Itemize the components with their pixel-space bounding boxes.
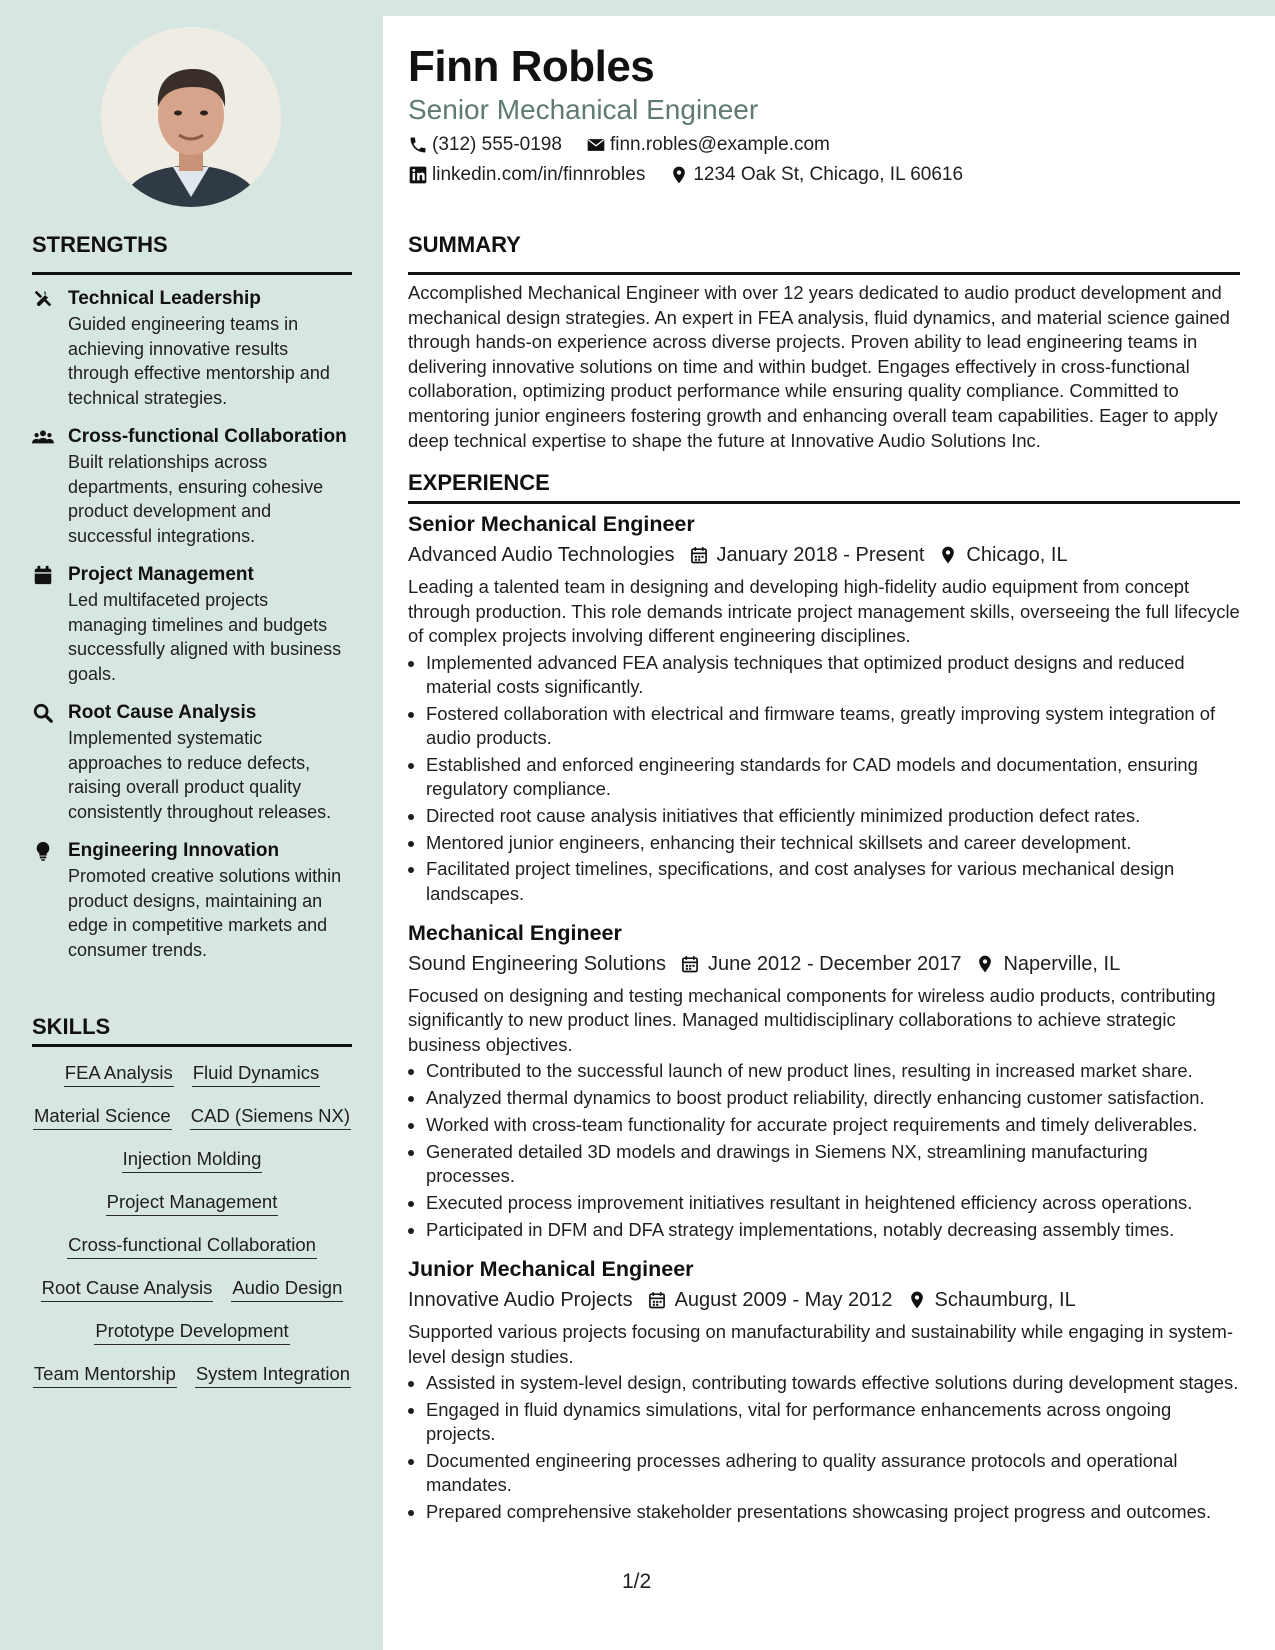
linkedin-contact[interactable] — [408, 164, 645, 186]
skill-tag: Material Science — [33, 1103, 172, 1130]
job-bullets — [408, 1059, 1240, 1242]
strength-title: Technical Leadership — [68, 288, 261, 309]
search-icon — [32, 700, 54, 824]
job-bullet: • Directed root cause analysis initiatives that efficiently minimized production defect rates. — [426, 804, 1240, 828]
contact-row-1 — [408, 134, 830, 156]
experience-list — [408, 509, 1240, 1536]
summary-text: Accomplished Mechanical Engineer with over 12 years dedicated to audio product development and mechanical design strategies. An expert in FEA analysis, fluid dynamics, and material science gained through hands-on experience across diverse projects. Proven ability to lead engineering teams in delivering innovative solutions on time and within budget. Engages effectively in cross-functional collaboration, optimizing product performance while ensuring quality compliance. Committed to mentoring junior engineers fostering growth and enhancing overall team capabilities. Eager to apply deep technical expertise to shape the future at Innovative Audio Solutions Inc. — [408, 282, 1230, 451]
job-entry — [408, 918, 1240, 1242]
person-name: Finn Robles — [408, 42, 655, 91]
contact-row-2 — [408, 164, 963, 186]
job-company: Advanced Audio Technologies — [408, 544, 675, 566]
skills-rule — [32, 1044, 352, 1047]
strength-title: Root Cause Analysis — [68, 702, 257, 723]
address-text: 1234 Oak St, Chicago, IL 60616 — [693, 164, 964, 185]
lightbulb-icon — [32, 838, 54, 962]
calendar-icon — [689, 545, 709, 565]
job-bullets — [408, 651, 1240, 906]
job-title: Junior Mechanical Engineer — [408, 1257, 694, 1282]
job-bullet: • Fostered collaboration with electrical and firmware teams, greatly improving system integration of audio products. — [426, 702, 1240, 751]
email-contact[interactable] — [586, 134, 830, 156]
job-bullet: • Executed process improvement initiatives resultant in heightened efficiency across operations. — [426, 1191, 1240, 1215]
skill-tag: Fluid Dynamics — [192, 1060, 320, 1087]
job-company: Innovative Audio Projects — [408, 1289, 633, 1312]
calendar-icon — [680, 954, 700, 974]
job-bullet: • Analyzed thermal dynamics to boost product reliability, directly enhancing customer satisfaction. — [426, 1086, 1240, 1110]
strength-desc: Built relationships across departments, ensuring cohesive product development and successful integrations. — [68, 452, 324, 546]
strength-item — [32, 838, 352, 962]
users-icon — [32, 424, 54, 548]
job-bullet: • Prepared comprehensive stakeholder presentations showcasing project progress and outcomes. — [426, 1500, 1240, 1524]
skill-tag: Audio Design — [231, 1275, 343, 1302]
skill-tag: Prototype Development — [94, 1318, 289, 1345]
strengths-rule — [32, 272, 352, 275]
email-text[interactable]: finn.robles@example.com — [609, 134, 830, 155]
job-location: Naperville, IL — [1003, 952, 1121, 975]
calendar-icon — [647, 1290, 667, 1310]
job-company: Sound Engineering Solutions — [408, 952, 666, 975]
skill-tag: Team Mentorship — [33, 1361, 177, 1388]
phone-icon — [408, 135, 428, 155]
person-role: Senior Mechanical Engineer — [408, 94, 759, 125]
strength-item — [32, 286, 352, 410]
linkedin-icon — [408, 165, 428, 185]
job-meta — [408, 1284, 1240, 1316]
strength-item — [32, 424, 352, 548]
job-entry — [408, 1254, 1240, 1524]
job-bullet: • Engaged in fluid dynamics simulations, vital for performance enhancements across ongoing projects. — [426, 1398, 1240, 1447]
job-title: Senior Mechanical Engineer — [408, 512, 695, 536]
strength-title: Project Management — [68, 564, 254, 585]
strength-item — [32, 700, 352, 824]
strength-title: Cross-functional Collaboration — [68, 426, 347, 447]
job-bullet: • Contributed to the successful launch of new product lines, resulting in increased market share. — [426, 1059, 1240, 1083]
skills-heading: SKILLS — [32, 1014, 111, 1039]
strength-desc: Guided engineering teams in achieving innovative results through effective mentorship and technical strategies. — [68, 314, 330, 408]
skills-list — [32, 1060, 352, 1388]
page-number: 1/2 — [622, 1570, 652, 1593]
experience-heading: EXPERIENCE — [408, 470, 550, 495]
job-bullet: • Assisted in system-level design, contributing towards effective solutions during development stages. — [426, 1371, 1240, 1395]
skill-tag: CAD (Siemens NX) — [190, 1103, 351, 1130]
tools-icon — [32, 286, 54, 410]
job-meta — [408, 948, 1240, 980]
strength-item — [32, 562, 352, 686]
experience-rule — [408, 501, 1240, 504]
job-bullet: • Implemented advanced FEA analysis techniques that optimized product designs and reduced material costs significantly. — [426, 651, 1240, 700]
skill-tag: Project Management — [106, 1189, 279, 1216]
phone-contact — [408, 134, 562, 156]
strength-desc: Implemented systematic approaches to reduce defects, raising overall product quality consistently throughout releases. — [68, 728, 332, 822]
job-bullet: • Mentored junior engineers, enhancing their technical skillsets and career development. — [426, 831, 1240, 855]
location-pin-icon — [669, 165, 689, 185]
job-dates: August 2009 - May 2012 — [674, 1289, 893, 1312]
strengths-heading: STRENGTHS — [32, 232, 168, 257]
strength-desc: Promoted creative solutions within product designs, maintaining an edge in competitive markets and consumer trends. — [68, 866, 342, 960]
address-contact — [669, 164, 963, 186]
job-dates: January 2018 - Present — [716, 544, 925, 566]
summary-rule — [408, 272, 1240, 275]
skill-tag: System Integration — [195, 1361, 351, 1388]
email-icon — [586, 135, 606, 155]
skill-tag: Cross-functional Collaboration — [67, 1232, 317, 1259]
job-meta — [408, 539, 1240, 571]
location-pin-icon — [907, 1290, 927, 1310]
strengths-list — [32, 286, 352, 976]
job-description: Supported various projects focusing on manufacturability and sustainability while engaging in system-level design studies. — [408, 1321, 1233, 1367]
skill-tag: FEA Analysis — [64, 1060, 174, 1087]
profile-photo — [101, 27, 281, 207]
avatar — [101, 27, 281, 207]
job-bullet: • Generated detailed 3D models and drawings in Siemens NX, streamlining manufacturing processes. — [426, 1140, 1240, 1189]
skill-tag: Root Cause Analysis — [41, 1275, 214, 1302]
location-pin-icon — [938, 545, 958, 565]
strength-desc: Led multifaceted projects managing timelines and budgets successfully aligned with business goals. — [68, 590, 342, 684]
phone-text: (312) 555-0198 — [432, 134, 562, 155]
job-bullets — [408, 1371, 1240, 1524]
job-title: Mechanical Engineer — [408, 920, 622, 945]
job-bullet: • Documented engineering processes adhering to quality assurance protocols and operational mandates. — [426, 1449, 1240, 1498]
job-description: Leading a talented team in designing and developing high-fidelity audio equipment from concept through production. This role demands intricate project management skills, overseeing the full lifecycle of complex projects involving different engineering disciplines. — [408, 576, 1240, 646]
location-pin-icon — [975, 954, 995, 974]
skill-tag: Injection Molding — [122, 1146, 263, 1173]
job-dates: June 2012 - December 2017 — [707, 952, 962, 975]
job-bullet: • Facilitated project timelines, specifications, and cost analyses for various mechanical design landscapes. — [426, 857, 1240, 906]
strength-title: Engineering Innovation — [68, 840, 280, 861]
job-bullet: • Established and enforced engineering standards for CAD models and documentation, ensuring regulatory compliance. — [426, 753, 1240, 802]
linkedin-text[interactable]: linkedin.com/in/finnrobles — [432, 164, 646, 185]
job-entry — [408, 509, 1240, 906]
job-bullet: • Participated in DFM and DFA strategy implementations, notably decreasing assembly times. — [426, 1218, 1240, 1242]
job-location: Chicago, IL — [966, 544, 1068, 566]
job-bullet: • Worked with cross-team functionality for accurate project requirements and timely deliverables. — [426, 1113, 1240, 1137]
calendar-icon — [32, 562, 54, 686]
job-description: Focused on designing and testing mechanical components for wireless audio products, contributing significantly to new product lines. Managed multidisciplinary collaborations to achieve strategic business objectives. — [408, 984, 1216, 1055]
summary-heading: SUMMARY — [408, 232, 521, 257]
job-location: Schaumburg, IL — [934, 1289, 1076, 1312]
